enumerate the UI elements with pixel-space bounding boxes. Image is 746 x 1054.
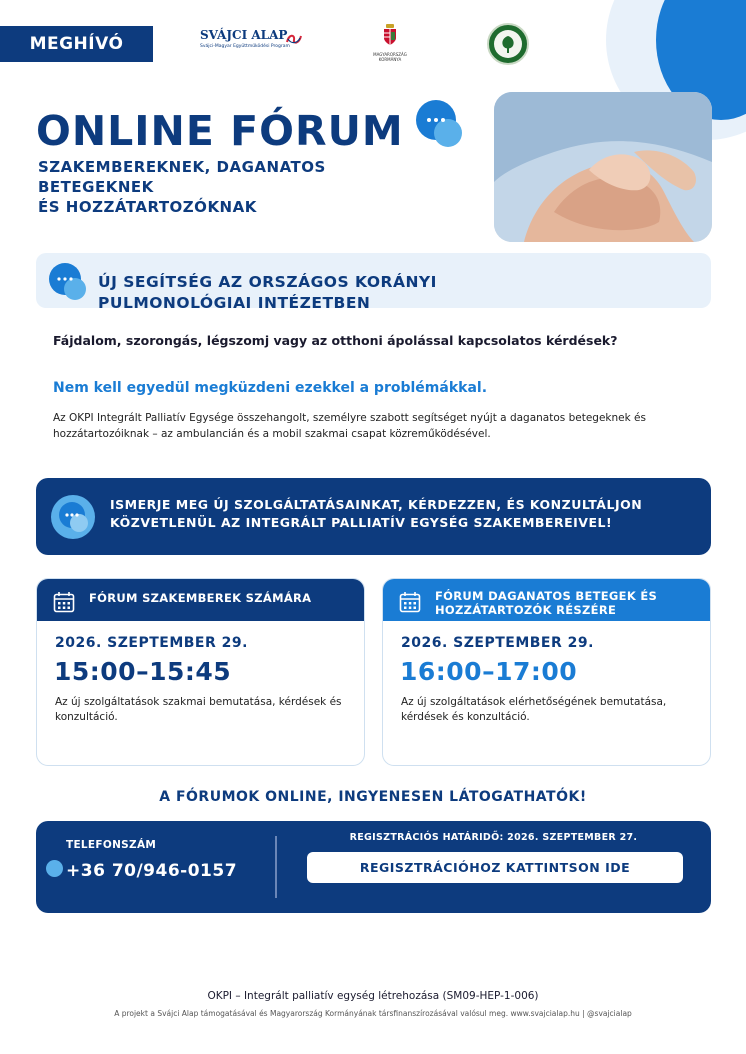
government-logo-text: MAGYARORSZÁG KORMÁNYA xyxy=(373,52,407,62)
registration-deadline: REGISZTRÁCIÓS HATÁRIDŐ: 2026. SZEPTEMBER 27. xyxy=(349,832,638,843)
forum-card-header xyxy=(37,579,364,621)
intro-banner-line: ÚJ SEGÍTSÉG AZ ORSZÁGOS KORÁNYI xyxy=(98,273,437,291)
okpi-tree-icon xyxy=(494,30,522,58)
forum-card-patients xyxy=(382,578,711,766)
calendar-icon xyxy=(53,591,75,613)
subtitle-line: SZAKEMBEREKNEK, DAGANATOS xyxy=(38,158,326,176)
forum-date: 2026. SZEPTEMBER 29. xyxy=(401,635,594,651)
forum-card-professionals xyxy=(36,578,365,766)
cta-banner-text xyxy=(110,496,642,532)
phone-number[interactable]: +36 70/946-0157 xyxy=(66,861,238,881)
forum-card-title xyxy=(89,591,311,605)
swiss-fund-logo-name: SVÁJCI ALAP xyxy=(200,28,288,42)
forum-time: 16:00–17:00 xyxy=(400,657,578,686)
intro-body: Az OKPI Integrált Palliatív Egysége összehangolt, személyre szabott segítséget nyújt a daganatos betegeknek és hozzátartozóiknak – az ambulancián és a mobil szakmai csapat közreműködésével. xyxy=(53,412,646,440)
government-logo xyxy=(366,24,414,64)
forum-time: 15:00–15:45 xyxy=(54,657,232,686)
forum-card-title-line: HOZZÁTARTOZÓK RÉSZÉRE xyxy=(435,603,617,617)
hungarian-crest-icon xyxy=(383,24,397,46)
forum-card-title xyxy=(435,589,657,617)
forum-description: Az új szolgáltatások szakmai bemutatása, kérdések és konzultáció. xyxy=(55,696,342,723)
swiss-fund-logo-sub: Svájci-Magyar Együttműködési Program xyxy=(200,44,290,49)
subtitle-line: BETEGEKNEK xyxy=(38,178,154,196)
cta-banner xyxy=(36,478,711,555)
forum-card-header xyxy=(383,579,710,621)
footer-project-name: OKPI – Integrált palliatív egység létrehozása (SM09-HEP-1-006) xyxy=(207,990,539,1002)
swiss-fund-mark-icon xyxy=(285,32,303,46)
phone-dot-icon xyxy=(46,860,63,877)
phone-label: TELEFONSZÁM xyxy=(66,839,157,851)
page-title: ONLINE FÓRUM xyxy=(36,107,404,155)
intro-question: Fájdalom, szorongás, légszomj vagy az otthoni ápolással kapcsolatos kérdések? xyxy=(53,333,618,348)
okpi-logo xyxy=(487,23,529,65)
subtitle-line: ÉS HOZZÁTARTOZÓKNAK xyxy=(38,198,257,216)
holding-hands-photo xyxy=(494,92,712,242)
forum-card-title-line: FÓRUM SZAKEMBEREK SZÁMÁRA xyxy=(89,591,312,605)
forum-description: Az új szolgáltatások elérhetőségének bemutatása, kérdések és konzultáció. xyxy=(401,696,667,723)
cta-banner-line: KÖZVETLENÜL AZ INTEGRÁLT PALLIATÍV EGYSÉG SZAKEMBEREIVEL! xyxy=(110,515,613,530)
chat-bubble-icon xyxy=(48,263,88,301)
free-attendance-note: A FÓRUMOK ONLINE, INGYENESEN LÁTOGATHATÓK! xyxy=(159,789,587,805)
chat-bubble-icon xyxy=(50,494,96,540)
forum-card-title-line: FÓRUM DAGANATOS BETEGEK ÉS xyxy=(435,589,658,603)
calendar-icon xyxy=(399,591,421,613)
intro-banner-text xyxy=(98,272,437,314)
intro-banner xyxy=(36,253,711,312)
footer-funding-note: A projekt a Svájci Alap támogatásával és Magyarország Kormányának társfinanszírozásával valósul meg. www.svajcialap.hu | @svajcialap xyxy=(114,1009,632,1018)
chat-bubble-icon xyxy=(414,100,466,150)
swiss-fund-logo xyxy=(200,28,310,54)
forum-date: 2026. SZEPTEMBER 29. xyxy=(55,635,248,651)
contact-divider xyxy=(275,836,277,898)
register-button[interactable]: REGISZTRÁCIÓHOZ KATTINTSON IDE xyxy=(307,852,683,883)
intro-banner-line: PULMONOLÓGIAI INTÉZETBEN xyxy=(98,294,371,312)
contact-banner xyxy=(36,821,711,913)
cta-banner-line: ISMERJE MEG ÚJ SZOLGÁLTATÁSAINKAT, KÉRDEZZEN, ÉS KONZULTÁLJON xyxy=(110,497,643,512)
intro-emphasis: Nem kell egyedül megküzdeni ezekkel a problémákkal. xyxy=(53,380,488,396)
invitation-badge: MEGHÍVÓ xyxy=(0,26,153,62)
page-subtitle xyxy=(38,157,398,217)
